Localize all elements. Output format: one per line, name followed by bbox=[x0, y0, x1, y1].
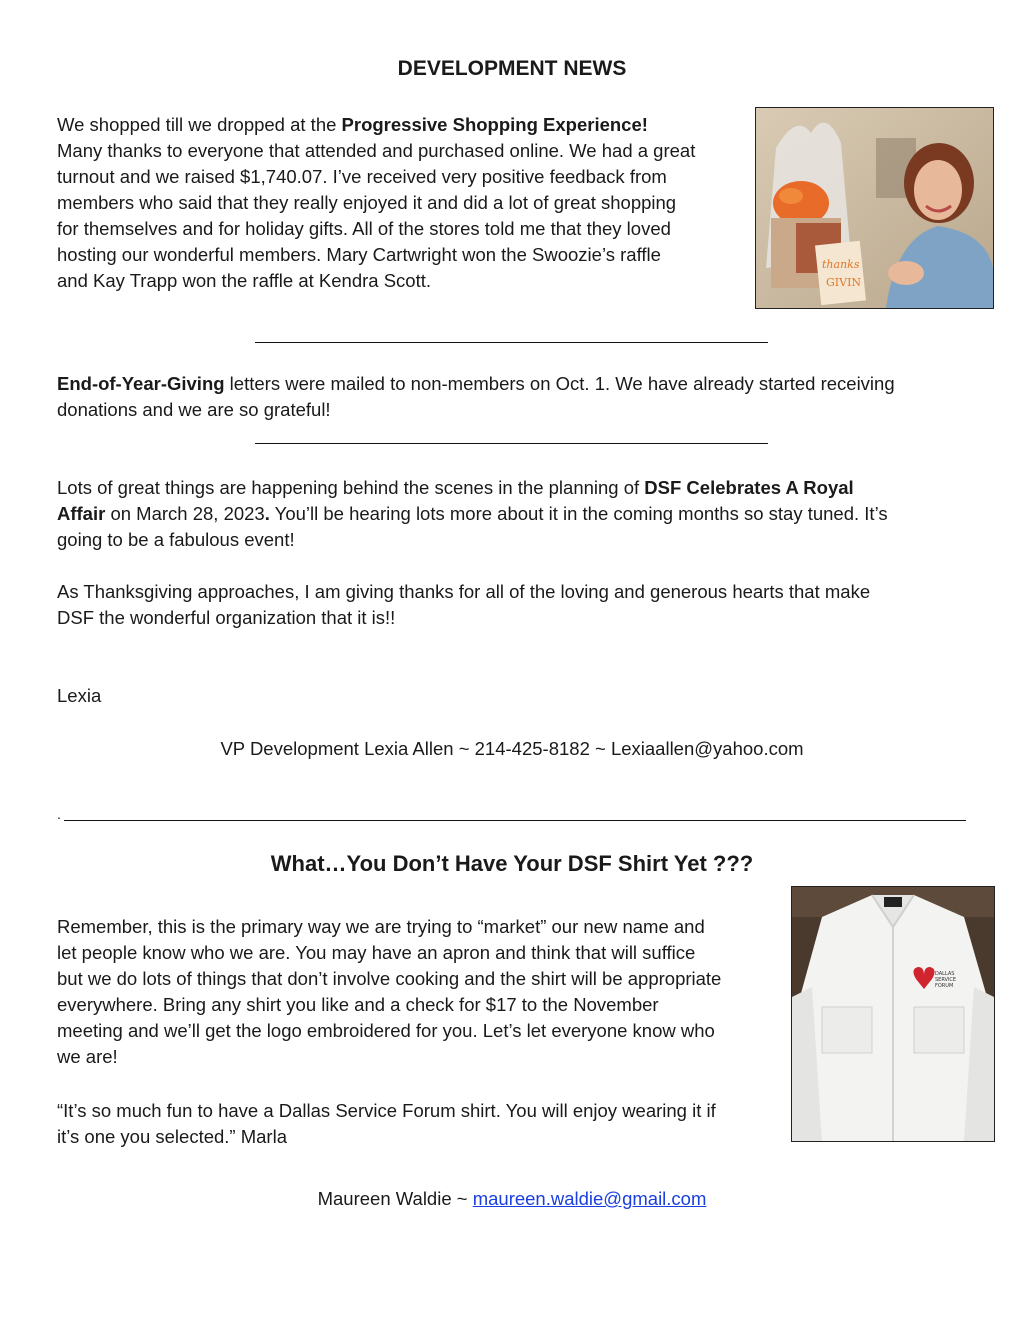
thanks-line-2: DSF the wonderful organization that it is!! bbox=[57, 607, 396, 628]
royal-line-1: Lots of great things are happening behind the scenes in the planning of DSF Celebrates A Royal bbox=[57, 477, 854, 498]
royal-event-name-1: DSF Celebrates A Royal bbox=[644, 477, 854, 498]
shopping-line-5: for themselves and for holiday gifts. All of the stores told me that they loved bbox=[57, 218, 671, 239]
divider-3 bbox=[64, 820, 966, 821]
shopping-line-2: Many thanks to everyone that attended and purchased online. We had a great bbox=[57, 140, 696, 161]
divider-2 bbox=[255, 443, 768, 444]
rule-dot: . bbox=[57, 806, 61, 822]
svg-text:thanks: thanks bbox=[822, 258, 860, 271]
shopping-line-3: turnout and we raised $1,740.07. I’ve received very positive feedback from bbox=[57, 166, 667, 187]
shirt-paragraph bbox=[57, 914, 782, 1070]
woman-gift-basket-photo bbox=[755, 107, 994, 309]
giving-title: End-of-Year-Giving bbox=[57, 373, 225, 394]
logo-text-3: FORUM bbox=[935, 983, 954, 989]
shopping-line-6: hosting our wonderful members. Mary Cartwright won the Swoozie’s raffle bbox=[57, 244, 661, 265]
shirt-line-6: we are! bbox=[57, 1046, 118, 1067]
logo-text-1: DALLAS bbox=[935, 971, 955, 977]
royal-event-name-2: Affair bbox=[57, 503, 106, 524]
shirt-section-title: What…You Don’t Have Your DSF Shirt Yet ??? bbox=[270, 851, 754, 876]
quote-line-1: “It’s so much fun to have a Dallas Service Forum shirt. You will enjoy wearing it if bbox=[57, 1100, 716, 1121]
giving-line-2: donations and we are so grateful! bbox=[57, 399, 331, 420]
shirt-contact bbox=[0, 1186, 1024, 1212]
royal-line-3: going to be a fabulous event! bbox=[57, 529, 295, 550]
email-link[interactable]: maureen.waldie@gmail.com bbox=[472, 1188, 707, 1209]
shopping-line-1: We shopped till we dropped at the Progressive Shopping Experience! bbox=[57, 114, 648, 135]
giving-line-1: End-of-Year-Giving letters were mailed to non-members on Oct. 1. We have already started receiving bbox=[57, 373, 895, 394]
shopping-line-7: and Kay Trapp won the raffle at Kendra Scott. bbox=[57, 270, 432, 291]
thanksgiving-paragraph bbox=[57, 579, 987, 631]
shirt-line-3: but we do lots of things that don’t involve cooking and the shirt will be appropriate bbox=[57, 968, 722, 989]
svg-text:GIVIN: GIVIN bbox=[826, 276, 862, 289]
royal-affair-paragraph bbox=[57, 475, 987, 553]
giving-paragraph bbox=[57, 371, 987, 423]
divider-1 bbox=[255, 342, 768, 343]
quote-line-2: it’s one you selected.” Marla bbox=[57, 1126, 287, 1147]
photo-shirt-icon bbox=[792, 887, 994, 1141]
thanks-line-1: As Thanksgiving approaches, I am giving thanks for all of the loving and generous hearts that make bbox=[57, 581, 871, 602]
dsf-shirt-photo bbox=[791, 886, 995, 1142]
signoff-name: Lexia bbox=[57, 685, 102, 706]
shirt-line-4: everywhere. Bring any shirt you like and a check for $17 to the November bbox=[57, 994, 659, 1015]
shirt-line-1: Remember, this is the primary way we are trying to “market” our new name and bbox=[57, 916, 705, 937]
shopping-line-4: members who said that they really enjoyed it and did a lot of great shopping bbox=[57, 192, 677, 213]
page-title: DEVELOPMENT NEWS bbox=[397, 57, 627, 80]
marla-quote bbox=[57, 1098, 782, 1150]
photo-woman-icon bbox=[756, 108, 993, 308]
shirt-line-5: meeting and we’ll get the logo embroidered for you. Let’s let everyone know who bbox=[57, 1020, 715, 1041]
shopping-paragraph bbox=[57, 112, 757, 294]
logo-text-2: SERVICE bbox=[935, 977, 957, 983]
contact-name: Maureen Waldie ~ bbox=[317, 1188, 473, 1209]
shirt-line-2: let people know who we are. You may have an apron and think that will suffice bbox=[57, 942, 696, 963]
royal-line-2: Affair on March 28, 2023. You’ll be hearing lots more about it in the coming months so stay tuned. It’s bbox=[57, 503, 888, 524]
event-name: Progressive Shopping Experience! bbox=[341, 114, 648, 135]
development-contact: VP Development Lexia Allen ~ 214-425-8182 ~ Lexiaallen@yahoo.com bbox=[220, 738, 804, 759]
